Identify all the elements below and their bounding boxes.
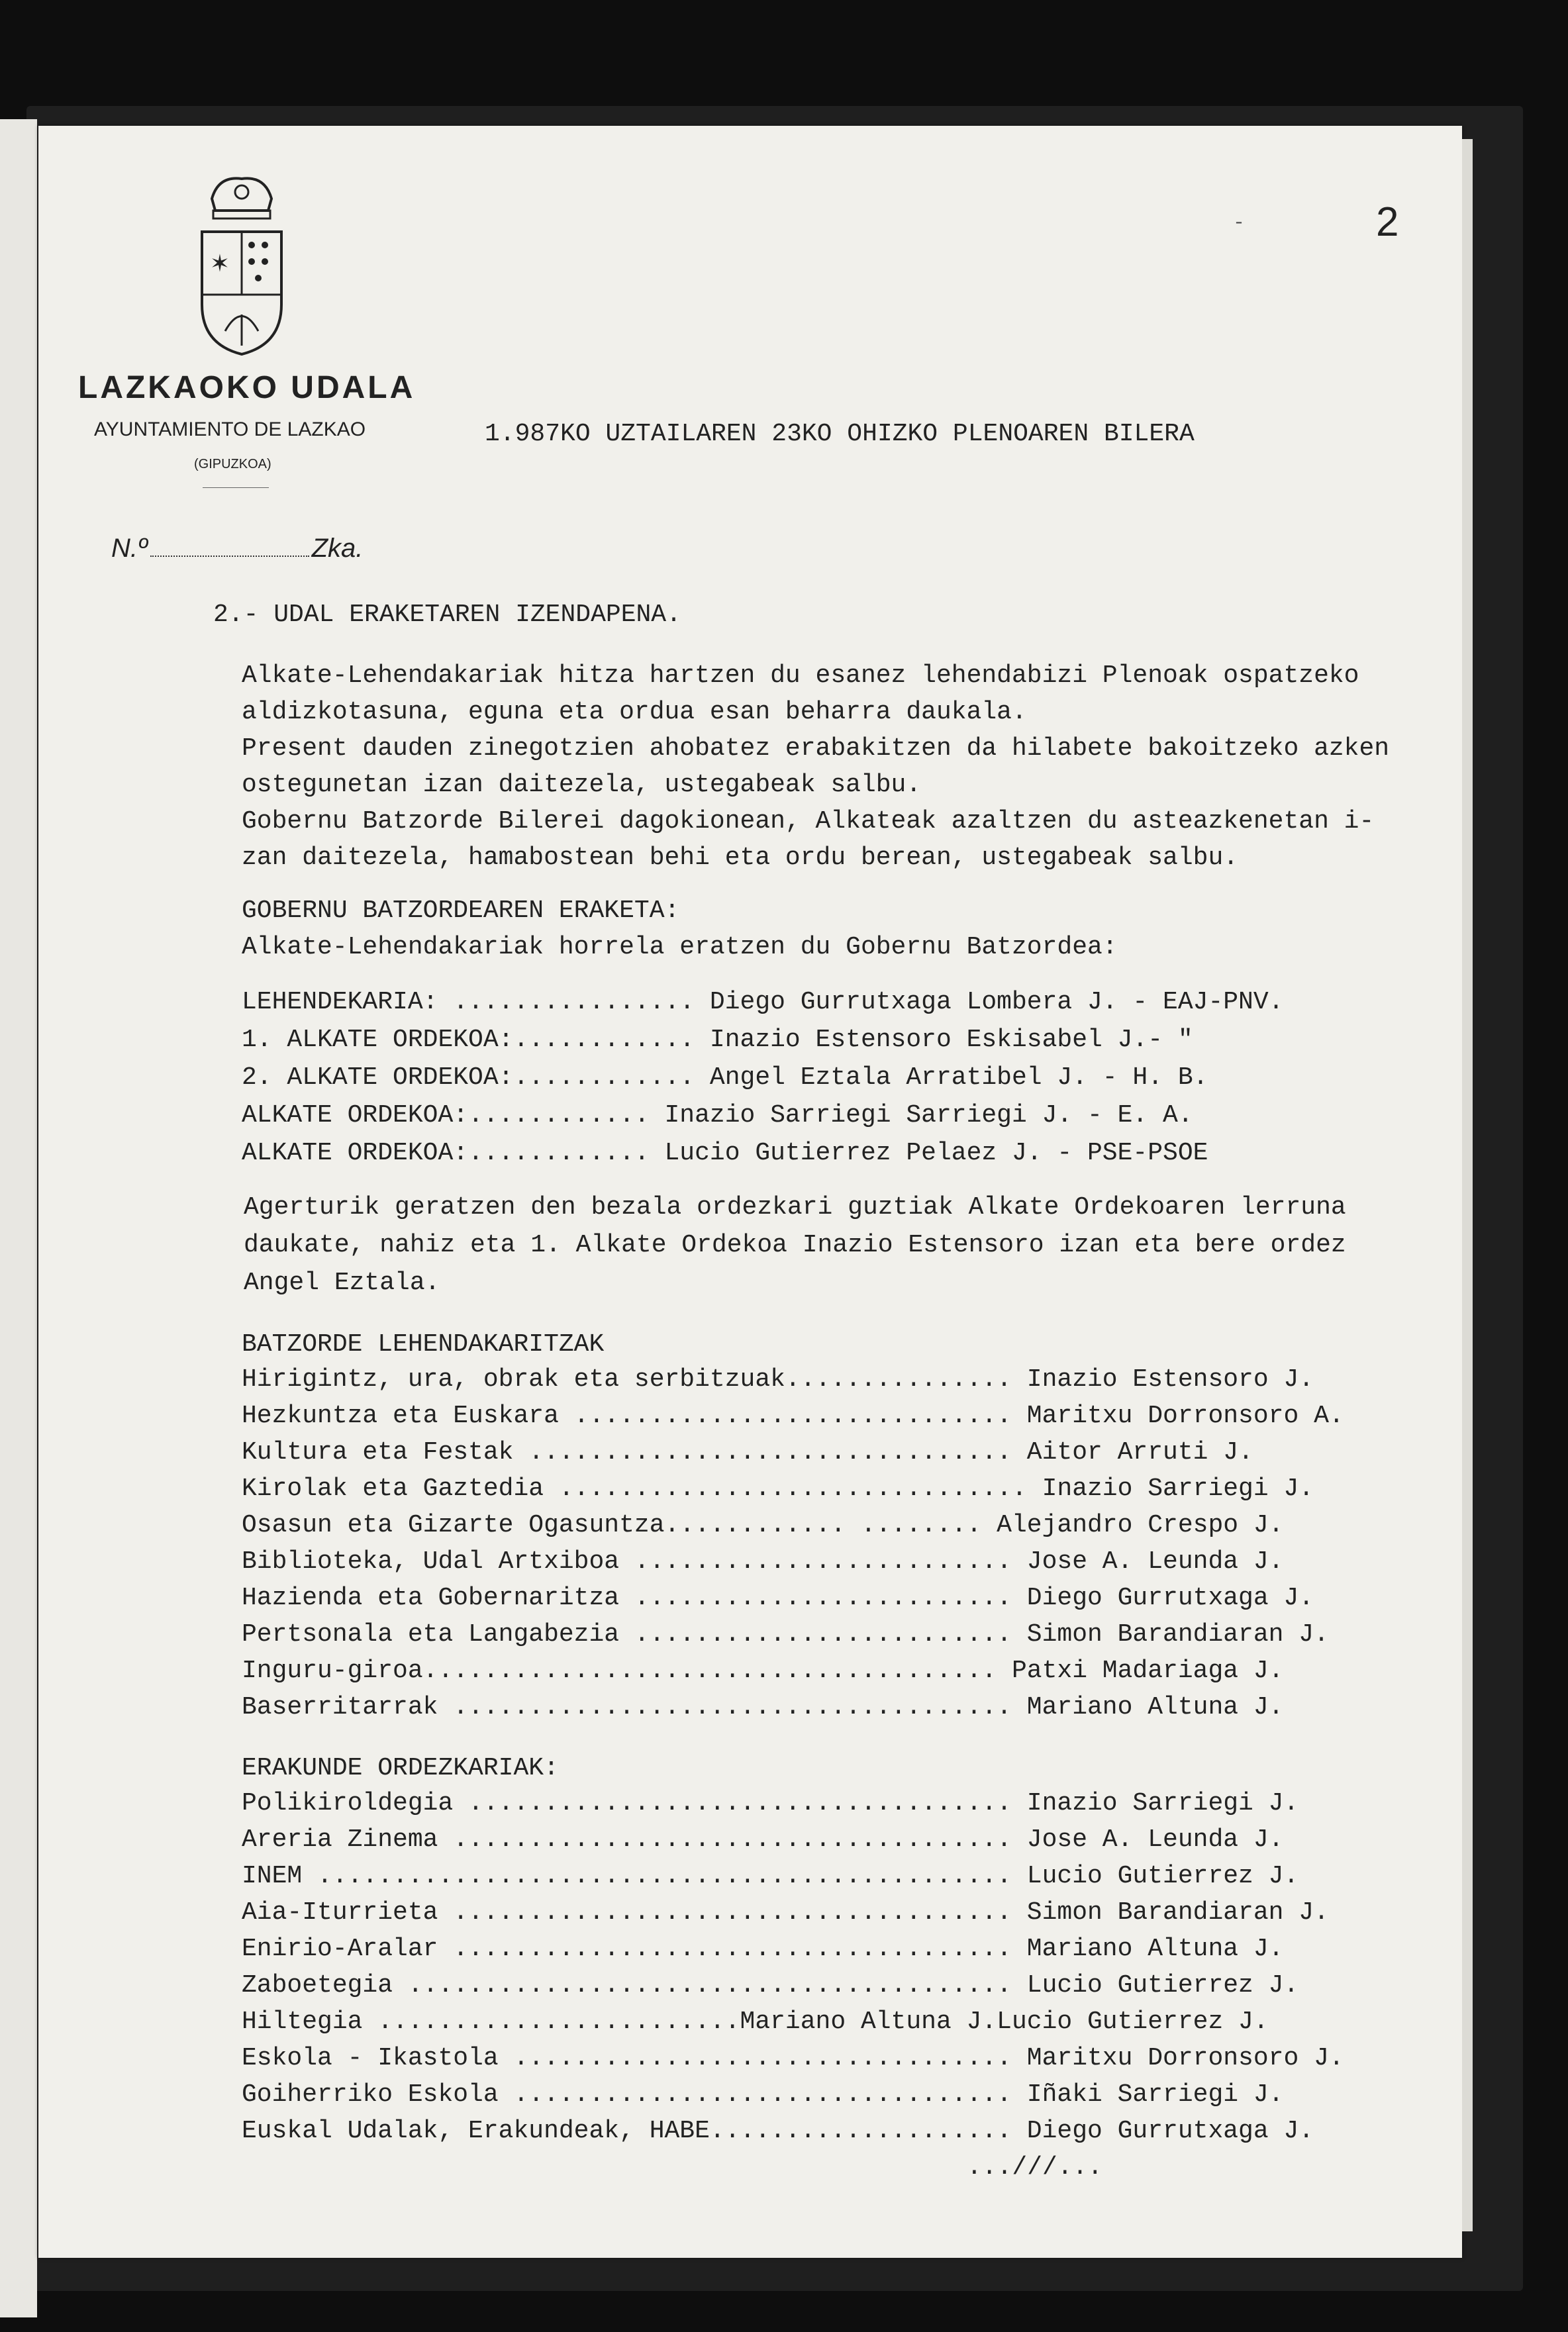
- number-blank: [150, 556, 309, 557]
- paragraph-line: Gobernu Batzorde Bilerei dagokionean, Alkateak azaltzen du asteazkenetan i-: [242, 807, 1375, 836]
- agerturik-line: daukate, nahiz eta 1. Alkate Ordekoa Inazio Estensoro izan eta bere ordez: [244, 1231, 1346, 1259]
- continuation-mark: ...///...: [967, 2153, 1103, 2182]
- batzorde-item: Hezkuntza eta Euskara ............................. Maritxu Dorronsoro A.: [242, 1402, 1344, 1430]
- header-divider: [203, 487, 269, 488]
- gobernu-member: 2. ALKATE ORDEKOA:............ Angel Eztala Arratibel J. - H. B.: [242, 1063, 1208, 1092]
- gobernu-member: ALKATE ORDEKOA:............ Inazio Sarriegi Sarriegi J. - E. A.: [242, 1101, 1193, 1130]
- gobernu-intro: Alkate-Lehendakariak horrela eratzen du Gobernu Batzordea:: [242, 933, 1118, 961]
- batzorde-item: Kultura eta Festak ................................ Aitor Arruti J.: [242, 1438, 1253, 1467]
- svg-text:✶: ✶: [209, 250, 230, 277]
- paragraph-line: ostegunetan izan daitezela, ustegabeak salbu.: [242, 771, 922, 799]
- erakunde-item: Hiltegia ........................Mariano Altuna J.Lucio Gutierrez J.: [242, 2008, 1269, 2036]
- gobernu-heading: GOBERNU BATZORDEAREN ERAKETA:: [242, 897, 680, 925]
- previous-page-edge: [0, 119, 37, 2317]
- batzorde-item: Osasun eta Gizarte Ogasuntza............ ........ Alejandro Crespo J.: [242, 1511, 1284, 1539]
- gobernu-member: LEHENDEKARIA: ................ Diego Gurrutxaga Lombera J. - EAJ-PNV.: [242, 988, 1284, 1016]
- agerturik-line: Agerturik geratzen den bezala ordezkari guztiak Alkate Ordekoaren lerruna: [244, 1193, 1346, 1222]
- batzorde-item: Kirolak eta Gaztedia ............................... Inazio Sarriegi J.: [242, 1475, 1314, 1503]
- province: (GIPUZKOA): [194, 457, 271, 471]
- erakunde-item: Goiherriko Eskola ................................. Iñaki Sarriegi J.: [242, 2080, 1284, 2109]
- batzorde-item: Hazienda eta Gobernaritza ......................... Diego Gurrutxaga J.: [242, 1584, 1314, 1612]
- gobernu-member: ALKATE ORDEKOA:............ Lucio Gutierrez Pelaez J. - PSE-PSOE: [242, 1139, 1208, 1167]
- batzorde-item: Pertsonala eta Langabezia ......................... Simon Barandiaran J.: [242, 1620, 1329, 1649]
- town-name: LAZKAOKO UDALA: [78, 370, 416, 405]
- agerturik-line: Angel Eztala.: [244, 1269, 440, 1297]
- erakunde-item: Aia-Iturrieta ..................................... Simon Barandiaran J.: [242, 1898, 1329, 1927]
- erakunde-item: Areria Zinema ..................................... Jose A. Leunda J.: [242, 1825, 1284, 1854]
- erakunde-item: Euskal Udalak, Erakundeak, HABE.................... Diego Gurrutxaga J.: [242, 2117, 1314, 2145]
- erakunde-item: Eskola - Ikastola ................................. Maritxu Dorronsoro J.: [242, 2044, 1344, 2072]
- page-mark: -: [1233, 212, 1246, 234]
- batzorde-heading: BATZORDE LEHENDAKARITZAK: [242, 1330, 605, 1359]
- section-title: 2.- UDAL ERAKETAREN IZENDAPENA.: [213, 601, 681, 629]
- number-prefix: N.º: [111, 534, 148, 563]
- erakunde-item: Polikiroldegia .................................... Inazio Sarriegi J.: [242, 1789, 1299, 1818]
- paragraph-line: zan daitezela, hamabostean behi eta ordu berean, ustegabeak salbu.: [242, 844, 1239, 872]
- gobernu-member: 1. ALKATE ORDEKOA:............ Inazio Estensoro Eskisabel J.- ": [242, 1026, 1193, 1054]
- batzorde-item: Hirigintz, ura, obrak eta serbitzuak............... Inazio Estensoro J.: [242, 1365, 1314, 1394]
- erakunde-item: Zaboetegia ........................................ Lucio Gutierrez J.: [242, 1971, 1299, 2000]
- batzorde-item: Inguru-giroa...................................... Patxi Madariaga J.: [242, 1657, 1284, 1685]
- coat-of-arms-icon: [199, 172, 285, 358]
- erakunde-item: INEM .............................................. Lucio Gutierrez J.: [242, 1862, 1299, 1890]
- paragraph-line: Alkate-Lehendakariak hitza hartzen du esanez lehendabizi Plenoak ospatzeko: [242, 661, 1359, 690]
- town-subtitle: AYUNTAMIENTO DE LAZKAO: [94, 418, 366, 440]
- document-title: 1.987KO UZTAILAREN 23KO OHIZKO PLENOAREN BILERA: [485, 420, 1195, 448]
- batzorde-item: Baserritarrak ..................................... Mariano Altuna J.: [242, 1693, 1284, 1722]
- number-suffix: Zka.: [311, 534, 364, 563]
- number-field: [111, 534, 363, 563]
- page-stack-edge: [1462, 139, 1473, 2231]
- paragraph-line: aldizkotasuna, eguna eta ordua esan beharra daukala.: [242, 698, 1027, 726]
- erakunde-heading: ERAKUNDE ORDEZKARIAK:: [242, 1754, 559, 1782]
- paragraph-line: Present dauden zinegotzien ahobatez erabakitzen da hilabete bakoitzeko azken: [242, 734, 1390, 763]
- batzorde-item: Biblioteka, Udal Artxiboa ......................... Jose A. Leunda J.: [242, 1547, 1284, 1576]
- erakunde-item: Enirio-Aralar ..................................... Mariano Altuna J.: [242, 1935, 1284, 1963]
- page-number: 2: [1376, 199, 1399, 245]
